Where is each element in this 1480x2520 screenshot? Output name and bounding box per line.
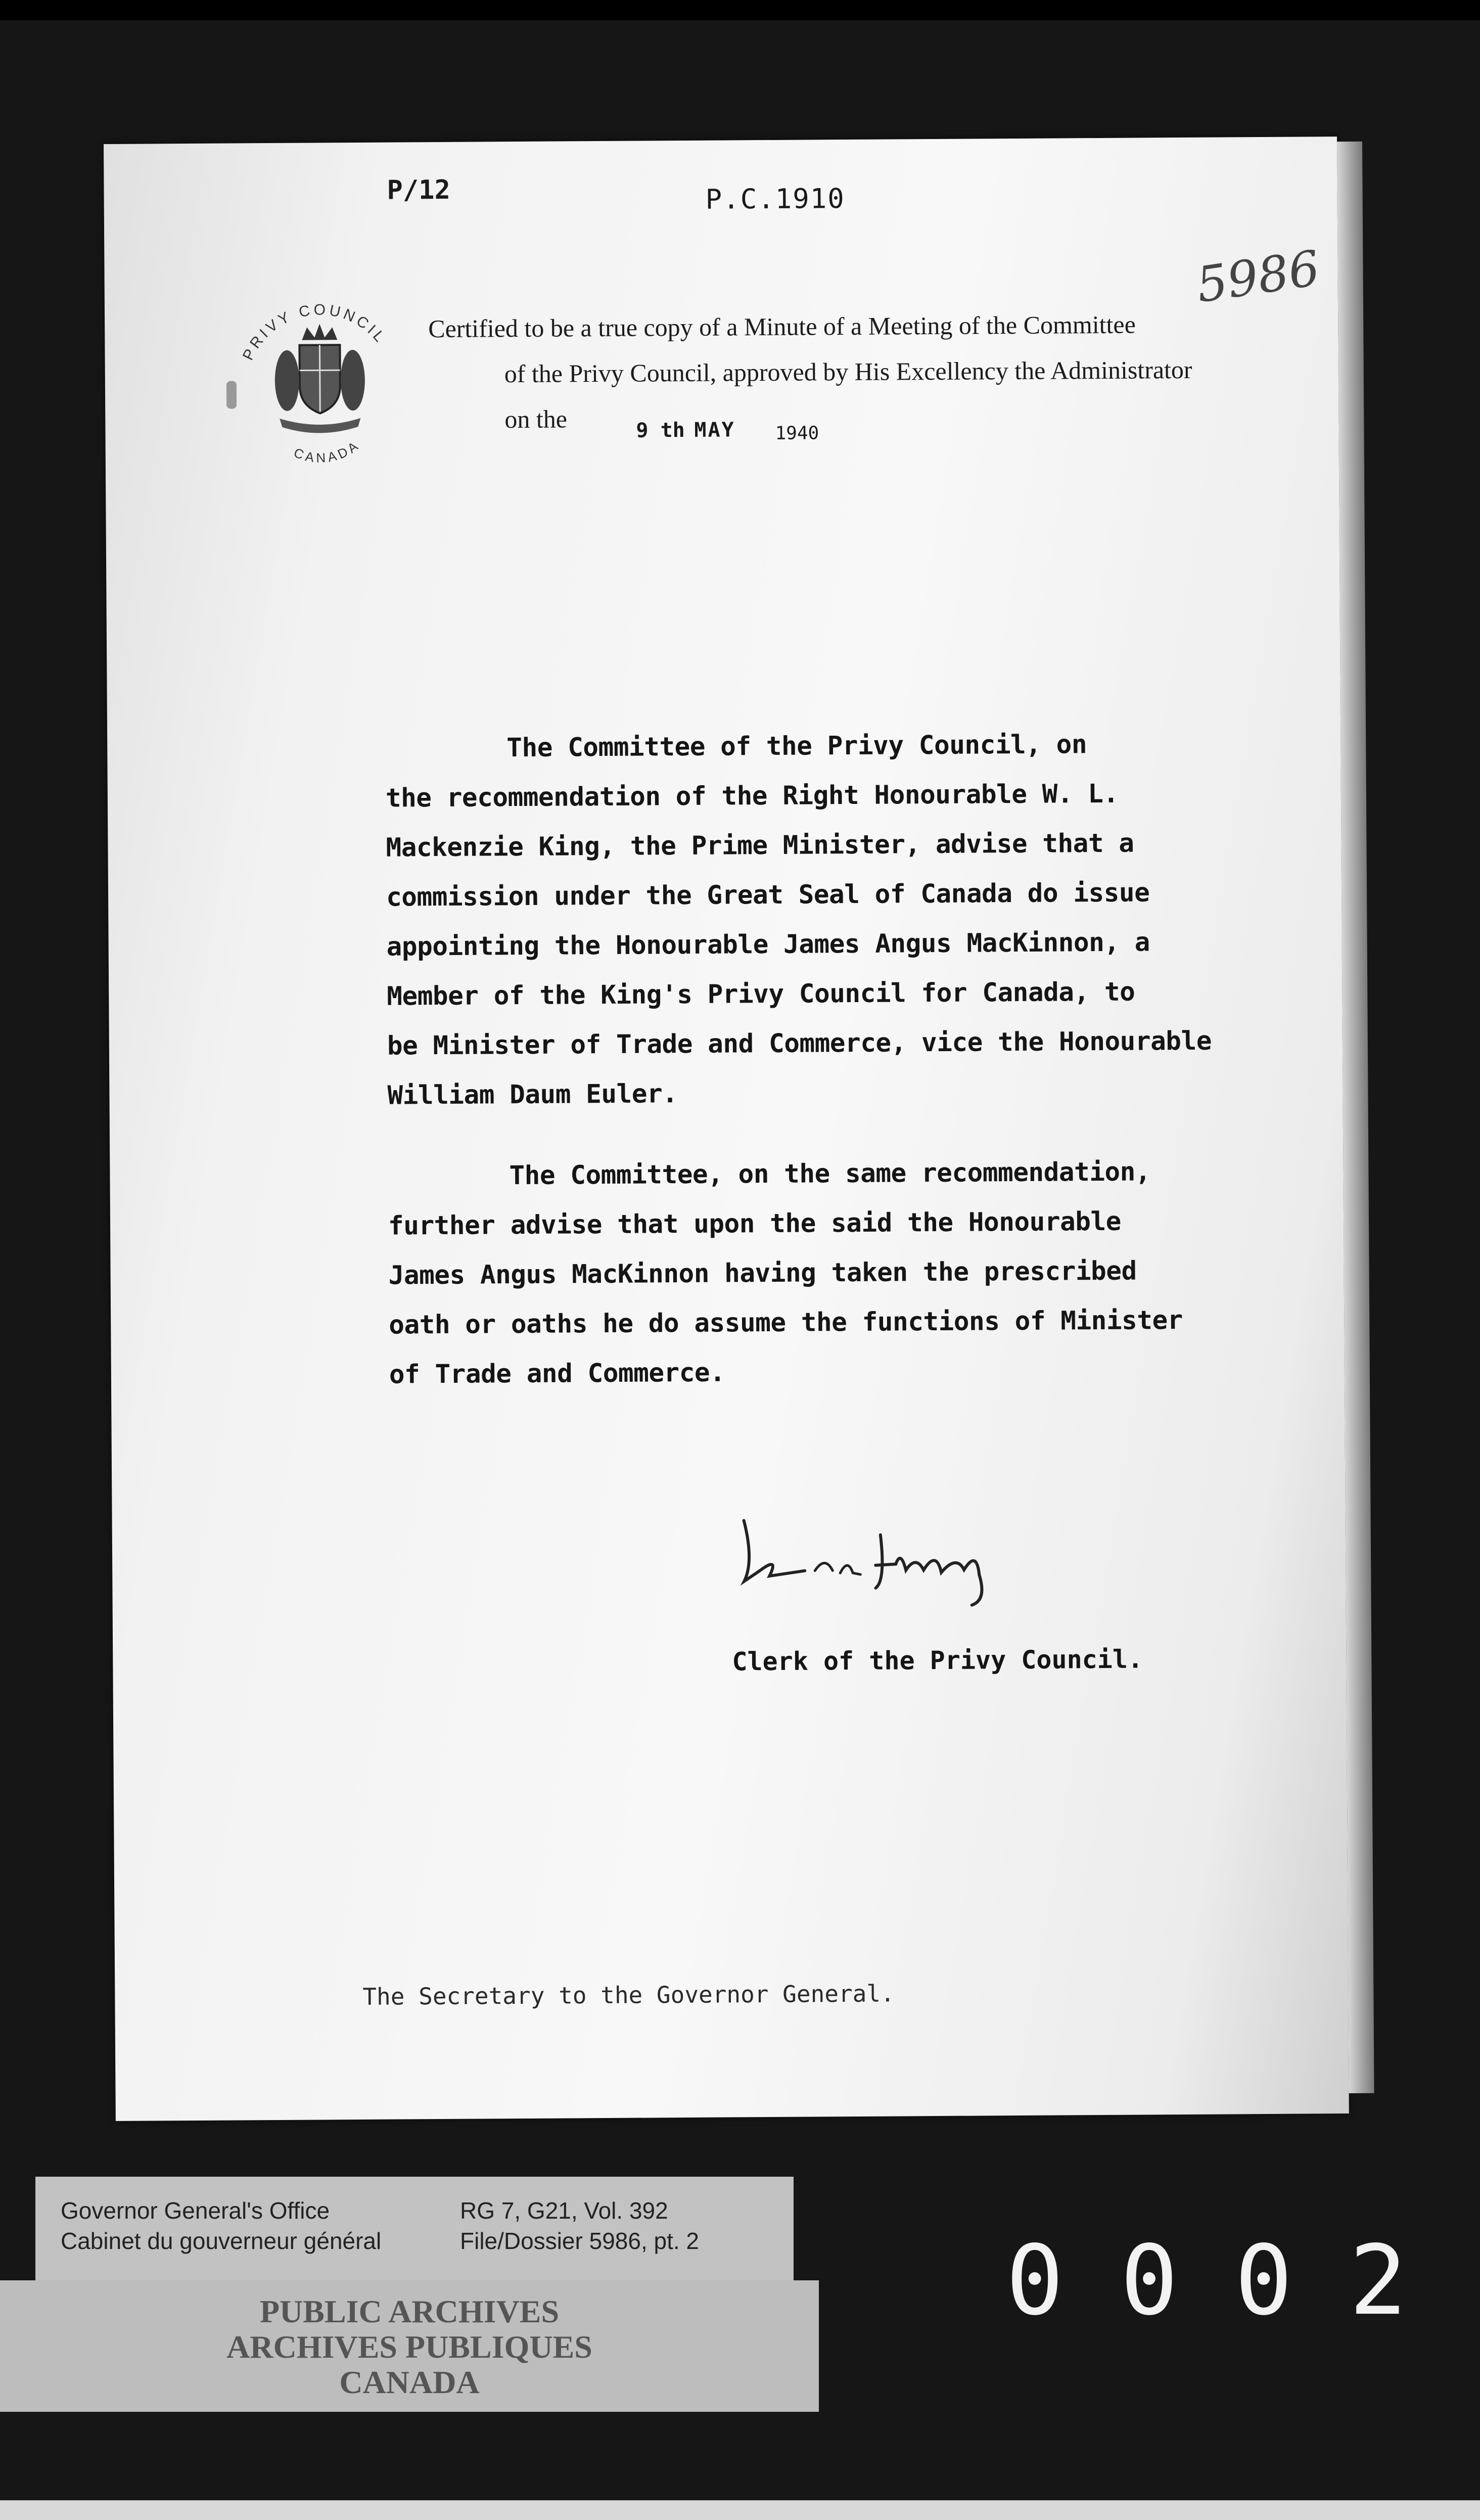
date-month: MAY: [694, 418, 735, 442]
certification-line-2: of the Privy Council, approved by His Excellency the Administrator: [504, 355, 1192, 388]
svg-text:PRIVY COUNCIL: PRIVY COUNCIL: [240, 301, 390, 363]
paragraph-2-line: further advise that upon the said the Honourable: [388, 1206, 1122, 1241]
stamp-line-3: CANADA: [339, 2364, 480, 2400]
stamp-line-1: PUBLIC ARCHIVES: [259, 2293, 560, 2329]
paragraph-2-line: James Angus MacKinnon having taken the prescribed: [388, 1256, 1137, 1291]
office-name-en: Governor General's Office: [61, 2197, 330, 2224]
archive-stamp: [0, 2280, 819, 2412]
file-reference-label: File/Dossier 5986, pt. 2: [460, 2228, 700, 2254]
frame-number: 0002: [1006, 2225, 1464, 2336]
archive-reference-label: [35, 2177, 794, 2283]
stamp-line-2: ARCHIVES PUBLIQUES: [226, 2329, 592, 2365]
record-group-reference: RG 7, G21, Vol. 392: [460, 2197, 668, 2224]
addressee: The Secretary to the Governor General.: [362, 1979, 895, 2010]
paragraph-2-line: oath or oaths he do assume the functions of Minister: [389, 1306, 1183, 1340]
page-edge-shadow: [1337, 142, 1374, 2093]
file-reference: P/12: [387, 174, 450, 206]
paragraph-1-line: be Minister of Trade and Commerce, vice the Honourable: [387, 1026, 1212, 1061]
paragraph-1-line: The Committee of the Privy Council, on: [506, 730, 1087, 763]
office-name-fr: Cabinet du gouverneur général: [61, 2228, 382, 2254]
handwritten-file-number: 5986: [1192, 239, 1323, 314]
paragraph-1-line: William Daum Euler.: [387, 1079, 678, 1111]
film-edge-bottom: [0, 2500, 1480, 2520]
paragraph-1-line: the recommendation of the Right Honourable W. L.: [385, 779, 1119, 814]
film-edge-top: [0, 0, 1480, 20]
paragraph-2-line: The Committee, on the same recommendation,: [509, 1157, 1151, 1191]
paragraph-1-line: Member of the King's Privy Council for Canada, to: [387, 977, 1135, 1012]
certification-line-3: on the: [504, 404, 568, 434]
document-page: [104, 137, 1349, 2121]
paragraph-1-line: Mackenzie King, the Prime Minister, advise that a: [386, 828, 1134, 863]
signature-caption: Clerk of the Privy Council.: [732, 1644, 1143, 1677]
paragraph-1-line: appointing the Honourable James Angus MacKinnon, a: [386, 927, 1150, 962]
clerk-signature: [723, 1499, 1047, 1612]
certification-line-1: Certified to be a true copy of a Minute of a Meeting of the Committee: [428, 310, 1136, 343]
date-day: 9 th: [636, 418, 685, 442]
paragraph-1-line: commission under the Great Seal of Canada do issue: [386, 878, 1150, 913]
date-year: 1940: [775, 423, 819, 444]
privy-council-seal-icon: [211, 279, 430, 498]
order-in-council-number: P.C.1910: [705, 183, 845, 215]
paragraph-2-line: of Trade and Commerce.: [389, 1358, 725, 1390]
svg-text:CANADA: CANADA: [292, 437, 363, 466]
